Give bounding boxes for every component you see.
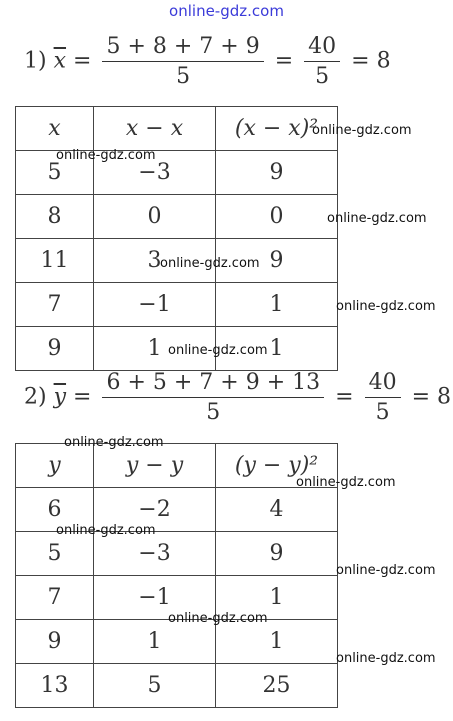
table-cell: 11 — [16, 239, 94, 283]
watermark: online-gdz.com — [168, 343, 268, 358]
table-row — [16, 195, 338, 239]
watermark: online-gdz.com — [64, 435, 164, 450]
table-2 — [15, 443, 338, 708]
table-cell: 5 — [16, 532, 94, 576]
watermark: online-gdz.com — [160, 256, 260, 271]
table-cell: 8 — [16, 195, 94, 239]
table-cell: 6 — [16, 488, 94, 532]
table-cell: 5 — [16, 151, 94, 195]
table-cell: 9 — [16, 620, 94, 664]
equation-1-label: 1) — [24, 48, 47, 74]
table-2-header-deviation: y − y — [94, 444, 216, 488]
table-cell: 0 — [216, 195, 338, 239]
equals-sign: = — [73, 48, 92, 74]
equals-sign: = — [411, 384, 431, 410]
equals-sign: = — [335, 384, 354, 410]
equation-1 — [24, 34, 391, 89]
equation-2-fraction-2 — [365, 370, 401, 425]
table-cell: 9 — [216, 532, 338, 576]
equation-1-fraction-2 — [304, 34, 340, 89]
table-cell: 13 — [16, 664, 94, 708]
equation-2-label: 2) — [24, 384, 47, 410]
table-cell: 1 — [216, 327, 338, 371]
table-cell: 1 — [216, 283, 338, 327]
watermark: online-gdz.com — [56, 523, 156, 538]
table-2-header-row — [16, 444, 338, 488]
table-cell: 3 — [94, 239, 216, 283]
table-cell: 7 — [16, 576, 94, 620]
equation-1-fraction-2-denominator: 5 — [315, 64, 330, 89]
table-cell: 5 — [94, 664, 216, 708]
equation-2-fraction-2-numerator: 40 — [365, 370, 401, 398]
table-cell: 7 — [16, 283, 94, 327]
equation-2-result: 8 — [437, 384, 452, 410]
equation-2-denominator: 5 — [206, 400, 221, 425]
table-cell: 9 — [16, 327, 94, 371]
equation-1-mean-symbol: $\overline{x}$ — [53, 48, 67, 74]
table-row — [16, 532, 338, 576]
equation-2-numerator: 6 + 5 + 7 + 9 + 13 — [102, 370, 324, 398]
equation-1-numerator: 5 + 8 + 7 + 9 — [102, 34, 263, 62]
table-cell: −3 — [94, 151, 216, 195]
table-1-header-deviation: x − x — [94, 107, 216, 151]
equation-1-fraction — [102, 34, 263, 89]
watermark: online-gdz.com — [336, 299, 436, 314]
site-header[interactable]: online-gdz.com — [169, 2, 284, 20]
table-2-header-y: y — [16, 444, 94, 488]
table-cell: 1 — [216, 620, 338, 664]
table-1 — [15, 106, 338, 371]
table-cell: −1 — [94, 283, 216, 327]
equation-2-fraction-2-denominator: 5 — [375, 400, 390, 425]
table-cell: 1 — [216, 576, 338, 620]
equals-sign: = — [73, 384, 92, 410]
table-cell: 25 — [216, 664, 338, 708]
table-cell: 1 — [94, 620, 216, 664]
table-cell: 0 — [94, 195, 216, 239]
equation-1-denominator: 5 — [176, 64, 191, 89]
watermark: online-gdz.com — [336, 563, 436, 578]
table-1-header-squared-deviation: (x − x)² — [216, 107, 338, 151]
watermark: online-gdz.com — [296, 475, 396, 490]
table-row — [16, 664, 338, 708]
equation-1-fraction-2-numerator: 40 — [304, 34, 340, 62]
table-cell: 4 — [216, 488, 338, 532]
equation-2-mean-symbol: $\overline{y}$ — [53, 384, 67, 410]
table-1-header-row — [16, 107, 338, 151]
equation-2-fraction — [102, 370, 324, 425]
equals-sign: = — [351, 48, 370, 74]
table-1-header-x: x — [16, 107, 94, 151]
equation-2 — [24, 370, 451, 425]
watermark: online-gdz.com — [168, 611, 268, 626]
equals-sign: = — [274, 48, 294, 74]
table-cell: 9 — [216, 151, 338, 195]
watermark: online-gdz.com — [327, 211, 427, 226]
table-cell: −2 — [94, 488, 216, 532]
table-row — [16, 283, 338, 327]
table-cell: −3 — [94, 532, 216, 576]
table-cell: 1 — [94, 327, 216, 371]
equation-1-result: 8 — [376, 48, 391, 74]
table-2-header-squared-deviation: (y − y)² — [216, 444, 338, 488]
table-cell: −1 — [94, 576, 216, 620]
table-row — [16, 620, 338, 664]
watermark: online-gdz.com — [312, 123, 412, 138]
watermark: online-gdz.com — [336, 651, 436, 666]
table-cell: 9 — [216, 239, 338, 283]
watermark: online-gdz.com — [56, 148, 156, 163]
